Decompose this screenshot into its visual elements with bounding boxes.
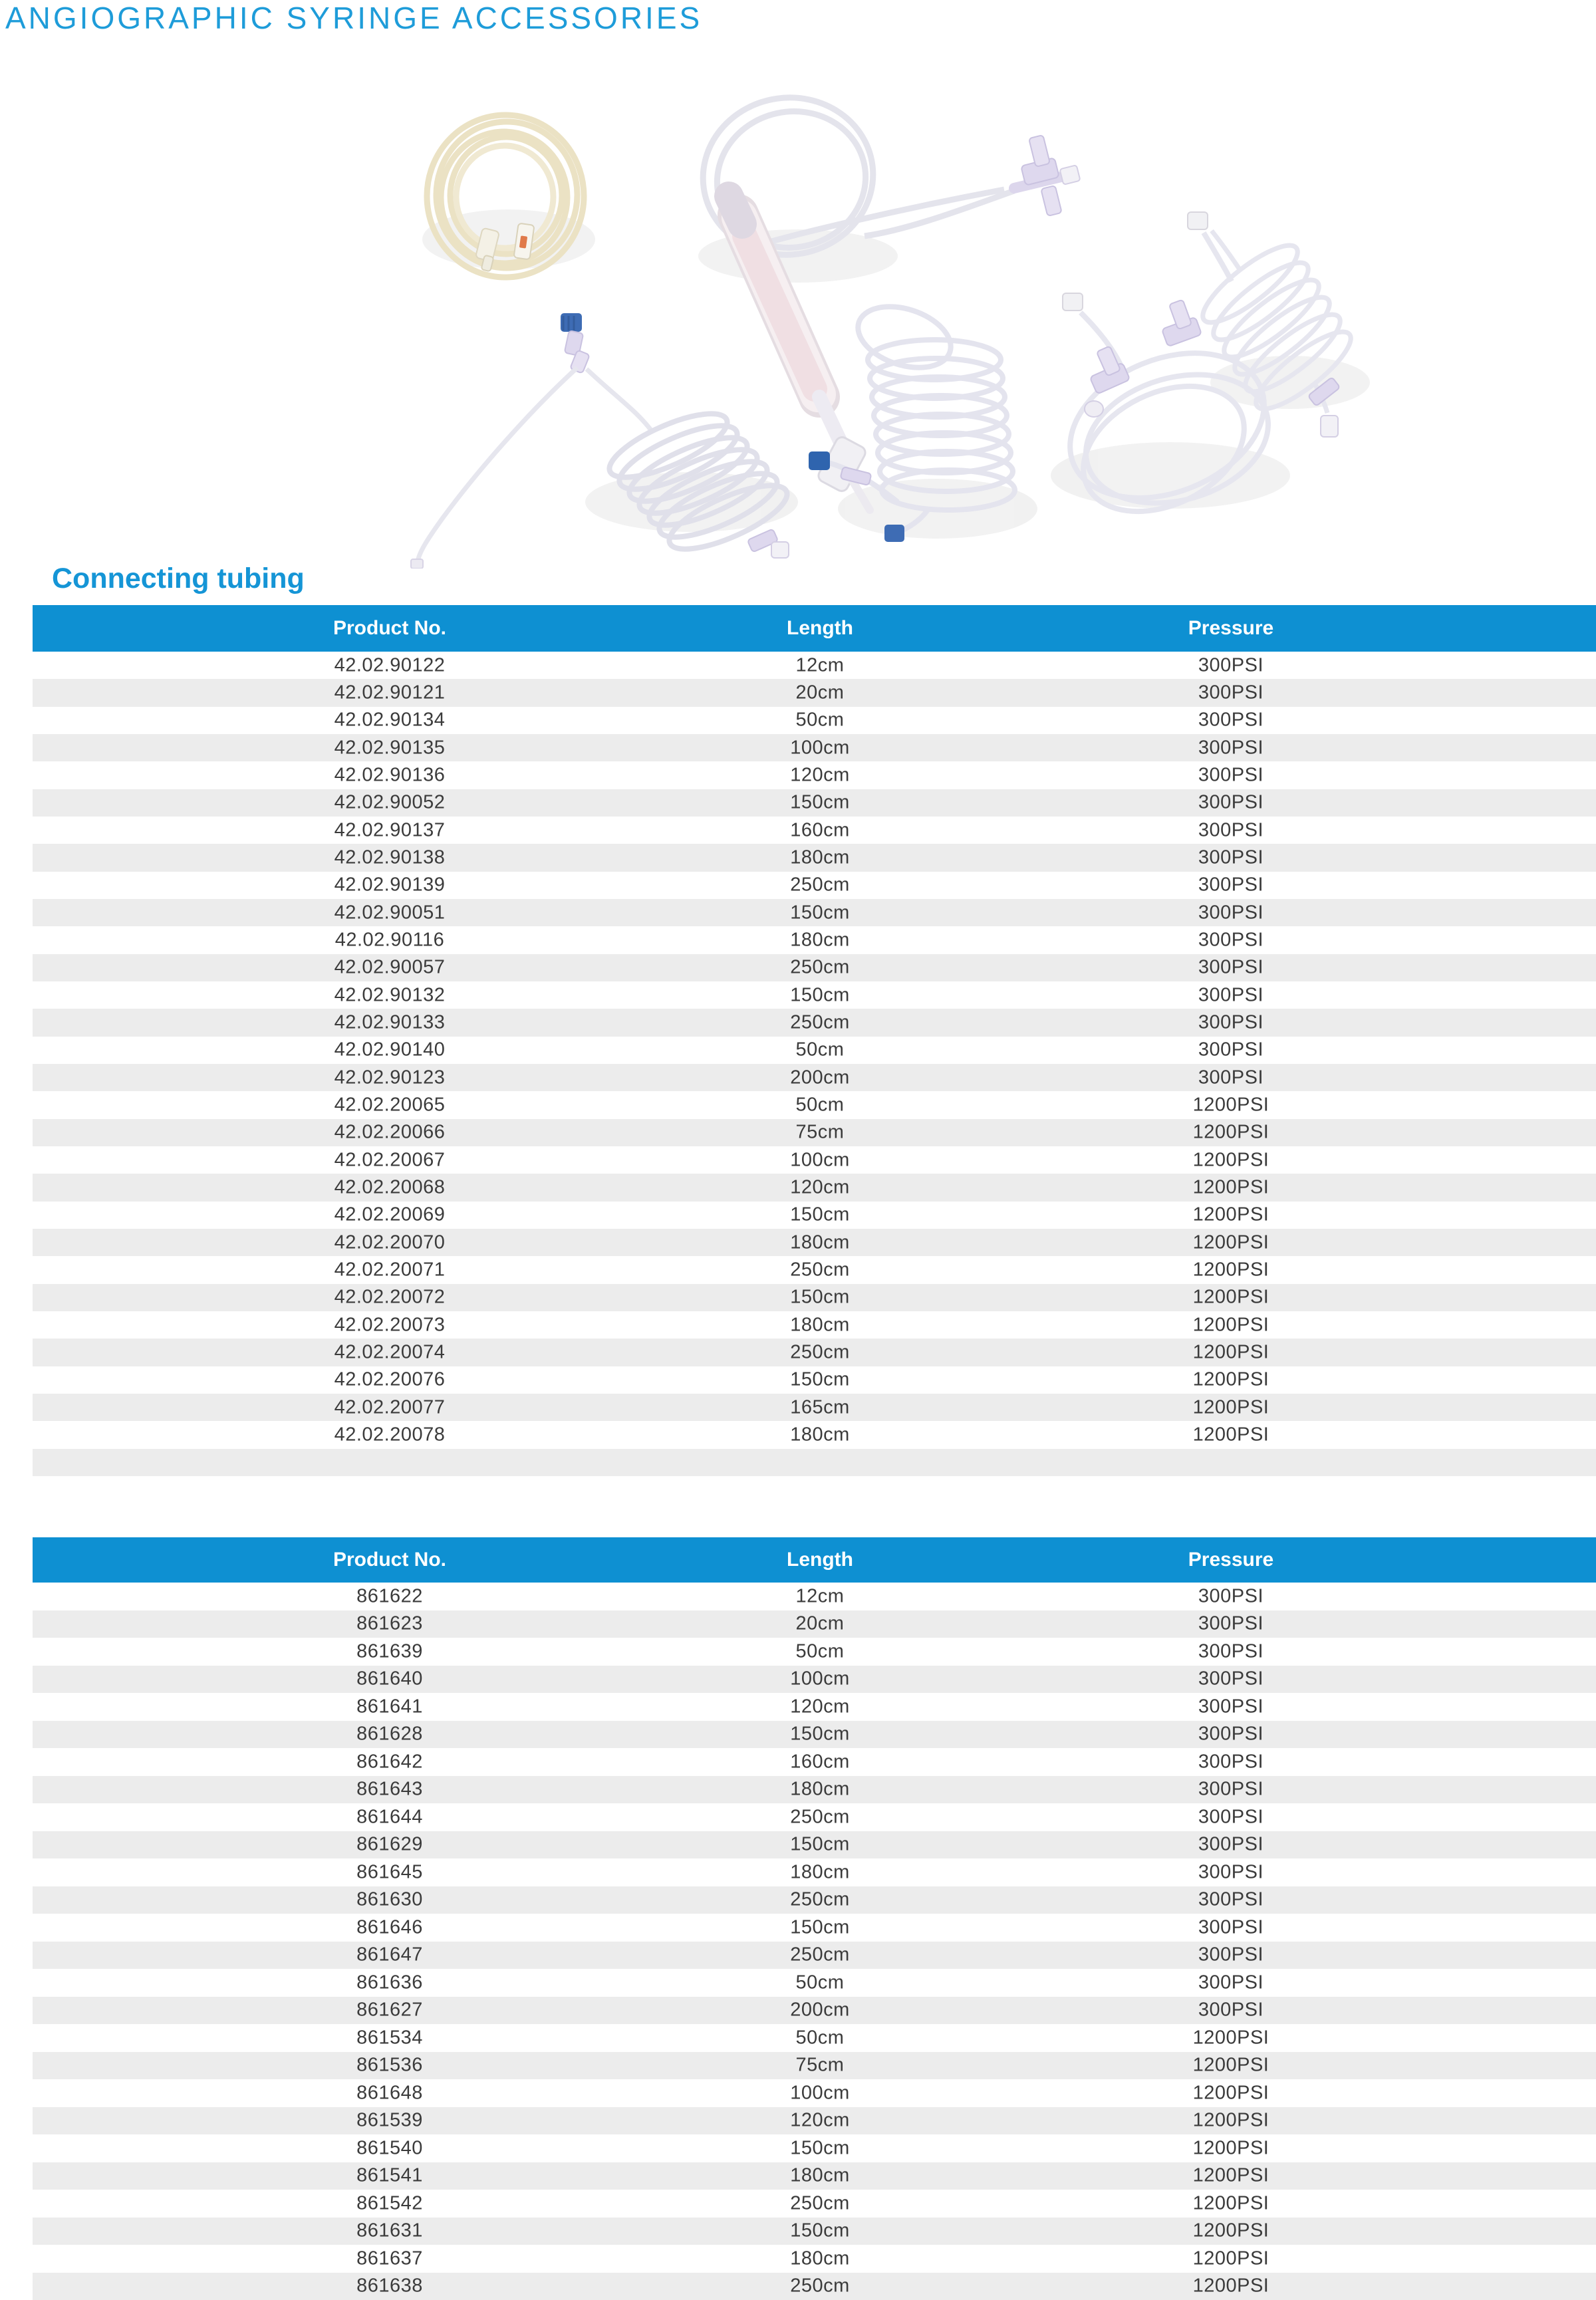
section-title: Connecting tubing: [52, 563, 305, 594]
pressure-cell: 1200PSI: [1192, 2192, 1269, 2214]
y-tube-product: [411, 313, 653, 569]
table-row: [33, 1942, 1596, 1970]
length-cell: 250cm: [790, 1944, 850, 1966]
table-row: [33, 1666, 1596, 1694]
pressure-cell: 1200PSI: [1192, 1259, 1269, 1281]
table-row: [33, 2245, 1596, 2273]
table-row: [33, 1421, 1596, 1448]
length-cell: 150cm: [790, 1833, 850, 1855]
table-row: [33, 707, 1596, 734]
table-row: [33, 1146, 1596, 1174]
product-no-cell: 861636: [356, 1972, 423, 1993]
pressure-cell: 300PSI: [1198, 1833, 1264, 1855]
length-cell: 120cm: [790, 1696, 850, 1718]
product-no-cell: 42.02.20071: [334, 1259, 446, 1281]
table-row: [33, 1091, 1596, 1118]
product-no-cell: 861641: [356, 1696, 423, 1718]
product-no-cell: 861542: [356, 2192, 423, 2214]
pressure-cell: 300PSI: [1198, 791, 1264, 813]
pressure-cell: 300PSI: [1198, 1806, 1264, 1828]
product-no-cell: 861534: [356, 2027, 423, 2049]
length-cell: 180cm: [790, 1778, 850, 1800]
length-cell: 100cm: [790, 737, 850, 759]
length-cell: 50cm: [795, 1094, 845, 1116]
product-no-cell: 861638: [356, 2275, 423, 2297]
product-no-cell: 42.02.20067: [334, 1149, 446, 1171]
length-cell: 250cm: [790, 1011, 850, 1033]
length-cell: 180cm: [790, 1424, 850, 1446]
length-cell: 150cm: [790, 1286, 850, 1308]
table-row: [33, 1693, 1596, 1721]
pressure-cell: 1200PSI: [1192, 2027, 1269, 2049]
table-row: [33, 1311, 1596, 1339]
product-no-cell: 42.02.20068: [334, 1176, 446, 1198]
length-cell: 120cm: [790, 2109, 850, 2131]
pressure-cell: 300PSI: [1198, 764, 1264, 786]
pressure-cell: 300PSI: [1198, 1999, 1264, 2021]
product-no-cell: 861646: [356, 1916, 423, 1938]
length-cell: 50cm: [795, 1972, 845, 1993]
pressure-cell: 300PSI: [1198, 1944, 1264, 1966]
pressure-cell: 300PSI: [1198, 682, 1264, 703]
length-cell: 165cm: [790, 1396, 850, 1418]
table-row: [33, 981, 1596, 1009]
pressure-cell: 300PSI: [1198, 874, 1264, 896]
pressure-cell: 300PSI: [1198, 1640, 1264, 1662]
empty-table-row: [33, 1449, 1596, 1476]
product-no-cell: 42.02.90137: [334, 819, 446, 841]
pressure-cell: 1200PSI: [1192, 1368, 1269, 1390]
table-row: [33, 2218, 1596, 2245]
product-no-cell: 42.02.90052: [334, 791, 446, 813]
table-row: [33, 1174, 1596, 1201]
product-no-cell: 42.02.90135: [334, 737, 446, 759]
product-no-cell: 42.02.90134: [334, 709, 446, 731]
product-no-cell: 42.02.20074: [334, 1341, 446, 1363]
length-cell: 250cm: [790, 2192, 850, 2214]
table-header: [33, 1537, 1596, 1583]
pressure-cell: 1200PSI: [1192, 1314, 1269, 1336]
table-row: [33, 2273, 1596, 2300]
pressure-cell: 300PSI: [1198, 654, 1264, 676]
length-cell: 120cm: [790, 1176, 850, 1198]
pressure-cell: 300PSI: [1198, 1067, 1264, 1088]
length-cell: 75cm: [795, 1121, 845, 1143]
table-row: [33, 1119, 1596, 1146]
product-no-cell: 861639: [356, 1640, 423, 1662]
pressure-cell: 1200PSI: [1192, 2082, 1269, 2104]
product-no-cell: 42.02.20077: [334, 1396, 446, 1418]
stopcock-1: [1014, 135, 1081, 216]
length-cell: 180cm: [790, 2247, 850, 2269]
table-body: [33, 1583, 1596, 2300]
table-row: [33, 1064, 1596, 1091]
table-row: [33, 679, 1596, 706]
length-cell: 100cm: [790, 1668, 850, 1690]
product-no-cell: 42.02.90133: [334, 1011, 446, 1033]
pressure-cell: 300PSI: [1198, 1585, 1264, 1607]
column-header-product-no: Product No.: [333, 1549, 446, 1571]
table-row: [33, 1803, 1596, 1831]
pressure-cell: 300PSI: [1198, 1723, 1264, 1745]
pressure-cell: 300PSI: [1198, 956, 1264, 978]
length-cell: 50cm: [795, 709, 845, 731]
product-no-cell: 861647: [356, 1944, 423, 1966]
length-cell: 150cm: [790, 1204, 850, 1225]
page-title: ANGIOGRAPHIC SYRINGE ACCESSORIES: [5, 1, 703, 35]
pressure-cell: 300PSI: [1198, 1861, 1264, 1883]
pressure-cell: 1200PSI: [1192, 2247, 1269, 2269]
pressure-cell: 1200PSI: [1192, 2054, 1269, 2076]
product-no-cell: 42.02.90122: [334, 654, 446, 676]
length-cell: 150cm: [790, 902, 850, 924]
table-row: [33, 1886, 1596, 1914]
product-no-cell: 861640: [356, 1668, 423, 1690]
length-cell: 120cm: [790, 764, 850, 786]
pressure-cell: 300PSI: [1198, 929, 1264, 951]
product-no-cell: 861631: [356, 2220, 423, 2241]
product-no-cell: 861648: [356, 2082, 423, 2104]
table-row: [33, 1037, 1596, 1064]
product-no-cell: 861643: [356, 1778, 423, 1800]
table-row: [33, 2024, 1596, 2052]
length-cell: 160cm: [790, 1751, 850, 1773]
table-row: [33, 761, 1596, 789]
length-cell: 250cm: [790, 874, 850, 896]
length-cell: 250cm: [790, 2275, 850, 2297]
product-no-cell: 861637: [356, 2247, 423, 2269]
dense-coil-end: [747, 529, 789, 558]
length-cell: 250cm: [790, 1806, 850, 1828]
table-row: [33, 1229, 1596, 1256]
table-row: [33, 789, 1596, 817]
product-no-cell: 42.02.90116: [334, 929, 445, 951]
product-no-cell: 861644: [356, 1806, 423, 1828]
table-body: [33, 652, 1596, 1476]
table-row: [33, 1858, 1596, 1886]
pressure-cell: 1200PSI: [1192, 1149, 1269, 1171]
pressure-cell: 1200PSI: [1192, 2137, 1269, 2159]
table-row: [33, 1610, 1596, 1638]
table-row: [33, 2190, 1596, 2218]
length-cell: 12cm: [795, 1585, 845, 1607]
pressure-cell: 1200PSI: [1192, 1424, 1269, 1446]
length-cell: 150cm: [790, 791, 850, 813]
length-cell: 150cm: [790, 984, 850, 1006]
length-cell: 100cm: [790, 2082, 850, 2104]
table-row: [33, 1831, 1596, 1859]
length-cell: 180cm: [790, 1231, 850, 1253]
product-photo: [279, 37, 1383, 569]
product-no-cell: 42.02.20072: [334, 1286, 446, 1308]
length-cell: 250cm: [790, 1259, 850, 1281]
table-row: [33, 2107, 1596, 2135]
length-cell: 150cm: [790, 1916, 850, 1938]
table-row: [33, 1284, 1596, 1311]
table-row: [33, 872, 1596, 899]
product-no-cell: 42.02.20070: [334, 1231, 446, 1253]
length-cell: 20cm: [795, 682, 845, 703]
product-no-cell: 42.02.90051: [334, 902, 446, 924]
length-cell: 180cm: [790, 2164, 850, 2186]
table-row: [33, 1339, 1596, 1366]
table-row: [33, 1914, 1596, 1942]
pressure-cell: 300PSI: [1198, 1011, 1264, 1033]
pressure-cell: 300PSI: [1198, 1696, 1264, 1718]
table-row: [33, 1721, 1596, 1749]
table-row: [33, 1366, 1596, 1394]
length-cell: 20cm: [795, 1612, 845, 1634]
table-row: [33, 1583, 1596, 1610]
connecting-tubing-table-2: [33, 1537, 1596, 2300]
table-row: [33, 1776, 1596, 1804]
beige-coil: [427, 115, 584, 277]
product-no-cell: 42.02.20073: [334, 1314, 446, 1336]
table-row: [33, 1202, 1596, 1229]
product-no-cell: 42.02.90121: [334, 682, 446, 703]
length-cell: 180cm: [790, 846, 850, 868]
table-row: [33, 2162, 1596, 2190]
pressure-cell: 1200PSI: [1192, 1176, 1269, 1198]
pressure-cell: 300PSI: [1198, 819, 1264, 841]
pressure-cell: 1200PSI: [1192, 1121, 1269, 1143]
pressure-cell: 1200PSI: [1192, 1204, 1269, 1225]
length-cell: 250cm: [790, 1888, 850, 1910]
product-no-cell: 42.02.20078: [334, 1424, 446, 1446]
connecting-tubing-table-1: [33, 605, 1596, 1476]
pressure-cell: 300PSI: [1198, 1916, 1264, 1938]
length-cell: 180cm: [790, 929, 850, 951]
length-cell: 250cm: [790, 1341, 850, 1363]
product-no-cell: 861541: [356, 2164, 423, 2186]
product-no-cell: 861628: [356, 1723, 423, 1745]
table-row: [33, 899, 1596, 926]
length-cell: 150cm: [790, 2220, 850, 2241]
length-cell: 100cm: [790, 1149, 850, 1171]
pressure-cell: 1200PSI: [1192, 1396, 1269, 1418]
length-cell: 250cm: [790, 956, 850, 978]
length-cell: 200cm: [790, 1999, 850, 2021]
pressure-cell: 300PSI: [1198, 1751, 1264, 1773]
product-no-cell: 42.02.20076: [334, 1368, 446, 1390]
table-row: [33, 817, 1596, 844]
pressure-cell: 300PSI: [1198, 846, 1264, 868]
product-no-cell: 861539: [356, 2109, 423, 2131]
table-row: [33, 844, 1596, 871]
table-header: [33, 605, 1596, 652]
product-no-cell: 861629: [356, 1833, 423, 1855]
table-row: [33, 1969, 1596, 1997]
length-cell: 150cm: [790, 2137, 850, 2159]
product-no-cell: 861622: [356, 1585, 423, 1607]
pressure-cell: 1200PSI: [1192, 2275, 1269, 2297]
product-no-cell: 42.02.90136: [334, 764, 446, 786]
pressure-cell: 300PSI: [1198, 709, 1264, 731]
column-header-pressure: Pressure: [1188, 617, 1274, 639]
product-no-cell: 861536: [356, 2054, 423, 2076]
length-cell: 180cm: [790, 1861, 850, 1883]
length-cell: 150cm: [790, 1368, 850, 1390]
table-row: [33, 926, 1596, 954]
table-row: [33, 1009, 1596, 1036]
pressure-cell: 300PSI: [1198, 1039, 1264, 1061]
product-no-cell: 42.02.20066: [334, 1121, 446, 1143]
length-cell: 150cm: [790, 1723, 850, 1745]
pressure-cell: 300PSI: [1198, 1888, 1264, 1910]
product-no-cell: 42.02.90057: [334, 956, 446, 978]
pressure-cell: 300PSI: [1198, 984, 1264, 1006]
product-no-cell: 861540: [356, 2137, 423, 2159]
product-no-cell: 861623: [356, 1612, 423, 1634]
pressure-cell: 1200PSI: [1192, 1286, 1269, 1308]
product-no-cell: 42.02.90138: [334, 846, 446, 868]
table-row: [33, 2052, 1596, 2080]
table-row: [33, 1638, 1596, 1666]
tubing-products-illustration: [279, 37, 1383, 569]
length-cell: 160cm: [790, 819, 850, 841]
pressure-cell: 300PSI: [1198, 1668, 1264, 1690]
product-no-cell: 42.02.90139: [334, 874, 446, 896]
pressure-cell: 1200PSI: [1192, 1341, 1269, 1363]
table-row: [33, 1748, 1596, 1776]
pressure-cell: 300PSI: [1198, 1612, 1264, 1634]
product-no-cell: 42.02.90140: [334, 1039, 446, 1061]
pressure-cell: 300PSI: [1198, 737, 1264, 759]
pressure-cell: 1200PSI: [1192, 2220, 1269, 2241]
table-row: [33, 1997, 1596, 2025]
table-row: [33, 734, 1596, 761]
product-no-cell: 861642: [356, 1751, 423, 1773]
pressure-cell: 300PSI: [1198, 902, 1264, 924]
pressure-cell: 1200PSI: [1192, 1094, 1269, 1116]
length-cell: 12cm: [795, 654, 845, 676]
product-no-cell: 42.02.20065: [334, 1094, 446, 1116]
table-row: [33, 2079, 1596, 2107]
product-no-cell: 861630: [356, 1888, 423, 1910]
product-no-cell: 861645: [356, 1861, 423, 1883]
table-row: [33, 1394, 1596, 1421]
length-cell: 75cm: [795, 2054, 845, 2076]
product-no-cell: 42.02.20069: [334, 1204, 446, 1225]
product-no-cell: 861627: [356, 1999, 423, 2021]
table-row: [33, 2134, 1596, 2162]
column-header-length: Length: [787, 617, 853, 639]
length-cell: 180cm: [790, 1314, 850, 1336]
pressure-cell: 1200PSI: [1192, 1231, 1269, 1253]
table-row: [33, 954, 1596, 981]
pressure-cell: 1200PSI: [1192, 2164, 1269, 2186]
length-cell: 50cm: [795, 1640, 845, 1662]
length-cell: 50cm: [795, 1039, 845, 1061]
column-header-length: Length: [787, 1549, 853, 1571]
product-no-cell: 42.02.90123: [334, 1067, 446, 1088]
length-cell: 50cm: [795, 2027, 845, 2049]
column-header-pressure: Pressure: [1188, 1549, 1274, 1571]
table-row: [33, 652, 1596, 679]
table-row: [33, 1256, 1596, 1283]
pressure-cell: 1200PSI: [1192, 2109, 1269, 2131]
pressure-cell: 300PSI: [1198, 1778, 1264, 1800]
column-header-product-no: Product No.: [333, 617, 446, 639]
length-cell: 200cm: [790, 1067, 850, 1088]
pressure-cell: 300PSI: [1198, 1972, 1264, 1993]
product-no-cell: 42.02.90132: [334, 984, 446, 1006]
